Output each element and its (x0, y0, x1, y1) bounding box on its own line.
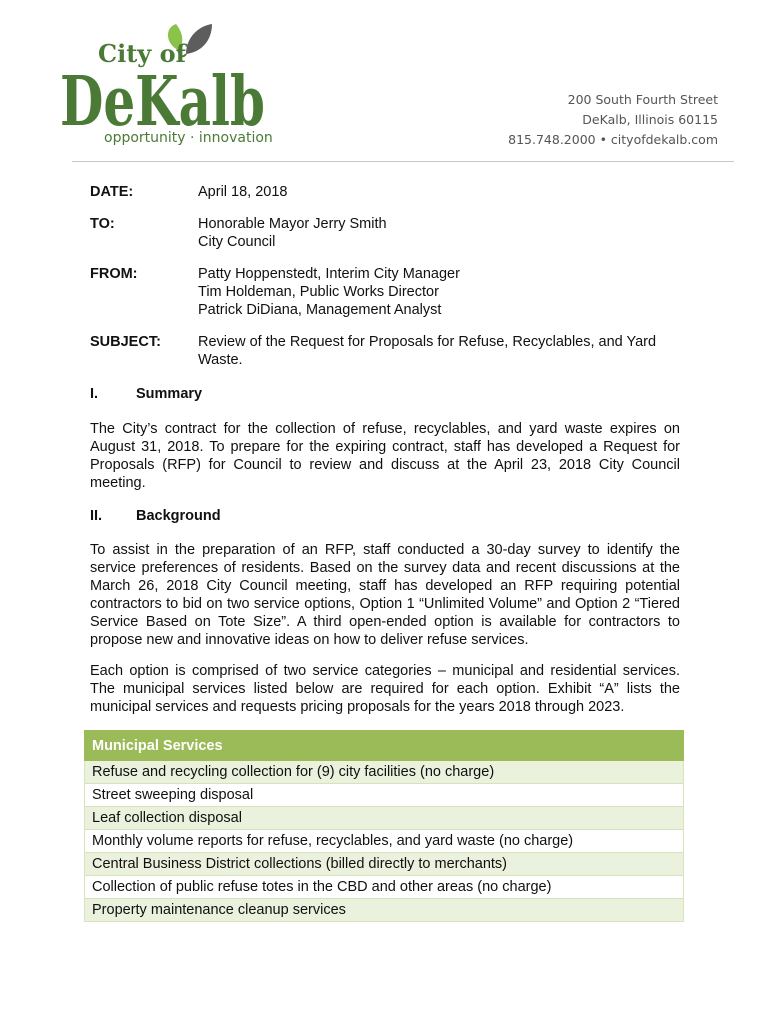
table-cell: Collection of public refuse totes in the CBD and other areas (no charge) (85, 876, 684, 899)
logo-graphic (60, 20, 270, 130)
memo-from-value (198, 265, 690, 319)
table-row (85, 853, 684, 876)
background-paragraph-2: Each option is comprised of two service categories – municipal and residential services. The municipal services listed below are required for each option. Exhibit “A” lists the municipal services and requests pricing proposals for the years 2018 through 2023. (90, 663, 680, 715)
logo-name: DeKalb (60, 62, 265, 130)
background-paragraph-1: To assist in the preparation of an RFP, staff conducted a 30-day survey to identify the service preferences of residents. Based on the survey data and recent discussions at the March 26, 2018 City Council meeting, staff has developed an RFP requiring potential contractors to bid on two service options, Option 1 “Unlimited Volume” and Option 2 “Tiered Service Based on Tote Size”. A third open-ended option is available for contractors to propose new and innovative ideas on how to deliver refuse services. (90, 542, 680, 648)
summary-paragraph: The City’s contract for the collection of refuse, recyclables, and yard waste expires on August 31, 2018. To prepare for the expiring contract, staff has developed a Request for Proposals (RFP) for Council to review and discuss at the April 23, 2018 City Council meeting. (90, 421, 680, 491)
table-header: Municipal Services (85, 731, 684, 761)
table-cell: Property maintenance cleanup services (85, 899, 684, 922)
municipal-services-table (84, 730, 684, 922)
logo-city-of: City of (98, 39, 186, 68)
table-row (85, 830, 684, 853)
table-row (85, 761, 684, 784)
memo-from-line: Patty Hoppenstedt, Interim City Manager (198, 266, 460, 282)
table-header-row (85, 731, 684, 761)
memo-to-value (198, 215, 690, 251)
memo-to-line: Honorable Mayor Jerry Smith (198, 216, 387, 232)
table-row (85, 876, 684, 899)
memo-subject (90, 333, 690, 369)
table-cell: Monthly volume reports for refuse, recyclables, and yard waste (no charge) (85, 830, 684, 853)
table-cell: Central Business District collections (billed directly to merchants) (85, 853, 684, 876)
city-logo (60, 20, 273, 150)
table-row (85, 807, 684, 830)
table-cell: Leaf collection disposal (85, 807, 684, 830)
header-divider (72, 161, 734, 162)
section-number: II. (90, 508, 103, 524)
leaf-icon-dark (186, 24, 212, 54)
memo-date (90, 183, 690, 201)
section-title: Summary (136, 386, 203, 402)
section-heading-background (90, 508, 221, 524)
address-city: DeKalb, Illinois 60115 (582, 112, 718, 127)
table-cell: Refuse and recycling collection for (9) city facilities (no charge) (85, 761, 684, 784)
table-cell: Street sweeping disposal (85, 784, 684, 807)
section-title: Background (136, 508, 221, 524)
section-heading-summary (90, 386, 202, 402)
memo-to (90, 215, 690, 251)
memo-subject-label: SUBJECT: (90, 334, 161, 350)
memo-from (90, 265, 690, 319)
address-contact: 815.748.2000 • cityofdekalb.com (508, 132, 718, 147)
logo-tagline: opportunity · innovation (104, 130, 273, 146)
memo-subject-value: Review of the Request for Proposals for Refuse, Recyclables, and Yard Waste. (198, 334, 657, 368)
memo-from-line: Tim Holdeman, Public Works Director (198, 284, 439, 300)
table-row (85, 784, 684, 807)
memo-date-value: April 18, 2018 (198, 184, 288, 200)
memo-from-label: FROM: (90, 266, 138, 282)
memo-date-label: DATE: (90, 184, 134, 200)
memo-to-label: TO: (90, 216, 115, 232)
table-row (85, 899, 684, 922)
memo-to-line: City Council (198, 234, 276, 250)
memo-from-line: Patrick DiDiana, Management Analyst (198, 302, 442, 318)
section-number: I. (90, 386, 99, 402)
address-street: 200 South Fourth Street (567, 92, 718, 107)
address-block (508, 90, 718, 150)
memo-header (90, 183, 690, 383)
